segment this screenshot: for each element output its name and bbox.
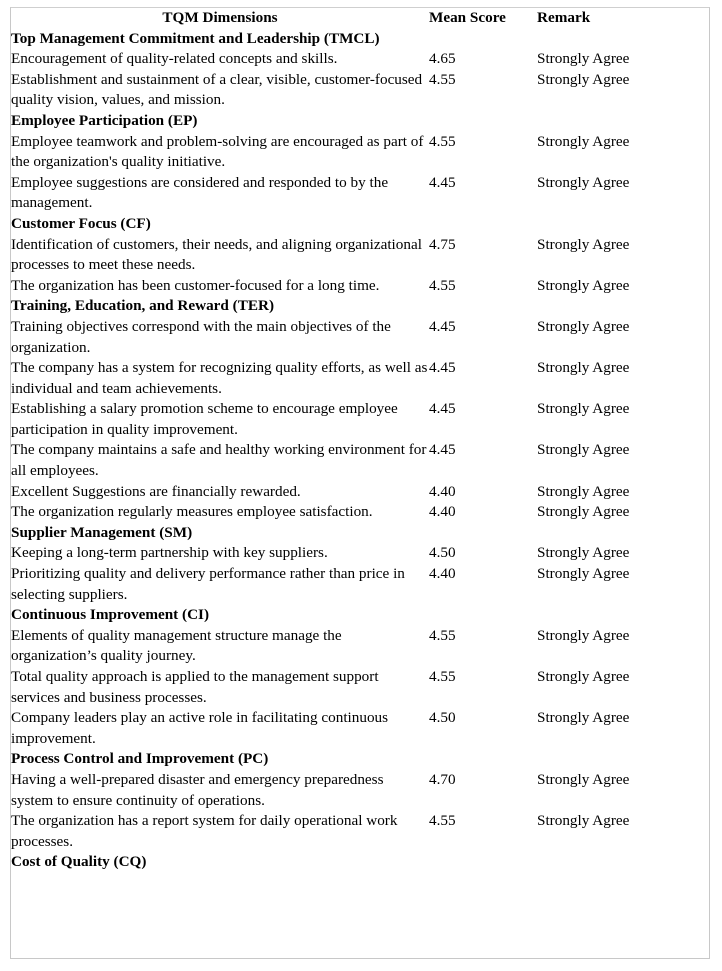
table-header-row bbox=[11, 8, 709, 29]
remark-cell: Strongly Agree bbox=[537, 544, 630, 562]
table-row bbox=[11, 502, 709, 523]
dimension-cell: Excellent Suggestions are financially rewarded. bbox=[11, 482, 301, 500]
dimension-cell: Encouragement of quality-related concepts and skills. bbox=[11, 50, 338, 68]
table-row bbox=[11, 317, 709, 358]
remark-cell: Strongly Agree bbox=[537, 235, 630, 253]
remark-cell: Strongly Agree bbox=[537, 317, 630, 335]
mean-score-cell: 4.55 bbox=[429, 70, 456, 88]
table-row bbox=[11, 626, 709, 667]
tqm-dimensions-table-container bbox=[10, 7, 710, 959]
dimension-cell: Establishment and sustainment of a clear, visible, customer-focused quality vision, values, and mission. bbox=[11, 70, 423, 109]
remark-cell: Strongly Agree bbox=[537, 70, 630, 88]
table-section-row bbox=[11, 111, 709, 132]
mean-score-cell: 4.45 bbox=[429, 400, 456, 418]
section-title: Employee Participation (EP) bbox=[11, 111, 198, 129]
remark-cell: Strongly Agree bbox=[537, 276, 630, 294]
mean-score-cell bbox=[429, 29, 537, 50]
table-section-row bbox=[11, 749, 709, 770]
remark-cell bbox=[537, 296, 709, 317]
dimension-cell: Prioritizing quality and delivery performance rather than price in selecting suppliers. bbox=[11, 565, 405, 603]
table-row bbox=[11, 482, 709, 503]
remark-cell bbox=[537, 111, 709, 132]
mean-score-cell bbox=[429, 749, 537, 770]
table-row bbox=[11, 358, 709, 399]
table-row bbox=[11, 811, 709, 852]
remark-cell: Strongly Agree bbox=[537, 770, 630, 788]
remark-cell bbox=[537, 605, 709, 626]
remark-cell: Strongly Agree bbox=[537, 441, 630, 459]
section-title: Top Management Commitment and Leadership (TMCL) bbox=[11, 29, 380, 47]
table-row bbox=[11, 173, 709, 214]
remark-cell bbox=[537, 852, 709, 873]
tqm-dimensions-table bbox=[11, 8, 709, 873]
mean-score-cell: 4.55 bbox=[429, 276, 456, 294]
mean-score-cell: 4.40 bbox=[429, 565, 456, 583]
table-header bbox=[11, 8, 709, 29]
remark-cell: Strongly Agree bbox=[537, 400, 630, 418]
table-section-row bbox=[11, 214, 709, 235]
table-row bbox=[11, 49, 709, 70]
dimension-cell: The company has a system for recognizing quality efforts, as well as individual and team achievements. bbox=[11, 359, 428, 397]
remark-cell: Strongly Agree bbox=[537, 173, 630, 191]
mean-score-cell bbox=[429, 111, 537, 132]
table-row bbox=[11, 276, 709, 297]
mean-score-cell: 4.45 bbox=[429, 441, 456, 459]
remark-cell: Strongly Agree bbox=[537, 50, 630, 68]
mean-score-cell: 4.45 bbox=[429, 317, 456, 335]
mean-score-cell: 4.70 bbox=[429, 770, 456, 788]
mean-score-cell bbox=[429, 214, 537, 235]
dimension-cell: Total quality approach is applied to the management support services and business processes. bbox=[11, 668, 379, 706]
table-section-row bbox=[11, 523, 709, 544]
section-title: Training, Education, and Reward (TER) bbox=[11, 297, 275, 315]
table-body bbox=[11, 29, 709, 873]
remark-cell bbox=[537, 214, 709, 235]
table-row bbox=[11, 543, 709, 564]
remark-cell: Strongly Agree bbox=[537, 709, 630, 727]
table-row bbox=[11, 399, 709, 440]
column-header-remark: Remark bbox=[537, 9, 591, 26]
table-row bbox=[11, 564, 709, 605]
remark-cell: Strongly Agree bbox=[537, 482, 630, 500]
table-row bbox=[11, 132, 709, 173]
table-section-row bbox=[11, 605, 709, 626]
mean-score-cell bbox=[429, 296, 537, 317]
mean-score-cell bbox=[429, 852, 537, 873]
mean-score-cell: 4.65 bbox=[429, 50, 456, 68]
column-header-mean-score: Mean Score bbox=[429, 9, 506, 26]
dimension-cell: The organization regularly measures employee satisfaction. bbox=[11, 503, 373, 521]
mean-score-cell: 4.55 bbox=[429, 626, 456, 644]
mean-score-cell: 4.55 bbox=[429, 132, 456, 150]
dimension-cell: Company leaders play an active role in facilitating continuous improvement. bbox=[11, 709, 389, 747]
dimension-cell: The organization has a report system for daily operational work processes. bbox=[11, 812, 398, 850]
mean-score-cell: 4.55 bbox=[429, 668, 456, 685]
column-header-dimension: TQM Dimensions bbox=[162, 9, 278, 26]
dimension-cell: Training objectives correspond with the main objectives of the organization. bbox=[11, 317, 391, 356]
remark-cell: Strongly Agree bbox=[537, 812, 630, 830]
mean-score-cell: 4.50 bbox=[429, 544, 456, 562]
remark-cell bbox=[537, 29, 709, 50]
table-section-row bbox=[11, 852, 709, 873]
remark-cell: Strongly Agree bbox=[537, 668, 630, 685]
dimension-cell: The organization has been customer-focused for a long time. bbox=[11, 276, 380, 294]
section-title: Supplier Management (SM) bbox=[11, 523, 193, 541]
mean-score-cell: 4.45 bbox=[429, 173, 456, 191]
table-row bbox=[11, 70, 709, 111]
dimension-cell: Establishing a salary promotion scheme to encourage employee participation in quality improvement. bbox=[11, 400, 398, 438]
mean-score-cell bbox=[429, 605, 537, 626]
section-title: Customer Focus (CF) bbox=[11, 214, 151, 232]
dimension-cell: The company maintains a safe and healthy working environment for all employees. bbox=[11, 441, 427, 480]
dimension-cell: Employee teamwork and problem-solving are encouraged as part of the organization's quality initiative. bbox=[11, 132, 424, 171]
dimension-cell: Employee suggestions are considered and responded to by the management. bbox=[11, 173, 389, 212]
remark-cell bbox=[537, 749, 709, 770]
table-row bbox=[11, 708, 709, 749]
table-section-row bbox=[11, 296, 709, 317]
remark-cell: Strongly Agree bbox=[537, 565, 630, 583]
mean-score-cell: 4.45 bbox=[429, 359, 456, 377]
dimension-cell: Having a well-prepared disaster and emergency preparedness system to ensure continuity of operations. bbox=[11, 770, 384, 809]
dimension-cell: Identification of customers, their needs, and aligning organizational processes to meet these needs. bbox=[11, 235, 422, 274]
section-title: Cost of Quality (CQ) bbox=[11, 853, 147, 871]
table-row bbox=[11, 235, 709, 276]
table-section-row bbox=[11, 29, 709, 50]
remark-cell: Strongly Agree bbox=[537, 132, 630, 150]
mean-score-cell bbox=[429, 523, 537, 544]
remark-cell bbox=[537, 523, 709, 544]
section-title: Process Control and Improvement (PC) bbox=[11, 750, 269, 768]
mean-score-cell: 4.75 bbox=[429, 235, 456, 253]
table-row bbox=[11, 440, 709, 481]
remark-cell: Strongly Agree bbox=[537, 503, 630, 521]
mean-score-cell: 4.50 bbox=[429, 709, 456, 727]
mean-score-cell: 4.55 bbox=[429, 812, 456, 830]
table-row bbox=[11, 770, 709, 811]
dimension-cell: Keeping a long-term partnership with key suppliers. bbox=[11, 544, 328, 562]
table-row bbox=[11, 667, 709, 708]
remark-cell: Strongly Agree bbox=[537, 626, 630, 644]
mean-score-cell: 4.40 bbox=[429, 503, 456, 521]
remark-cell: Strongly Agree bbox=[537, 359, 630, 377]
mean-score-cell: 4.40 bbox=[429, 482, 456, 500]
dimension-cell: Elements of quality management structure manage the organization’s quality journey. bbox=[11, 626, 342, 665]
section-title: Continuous Improvement (CI) bbox=[11, 606, 210, 624]
